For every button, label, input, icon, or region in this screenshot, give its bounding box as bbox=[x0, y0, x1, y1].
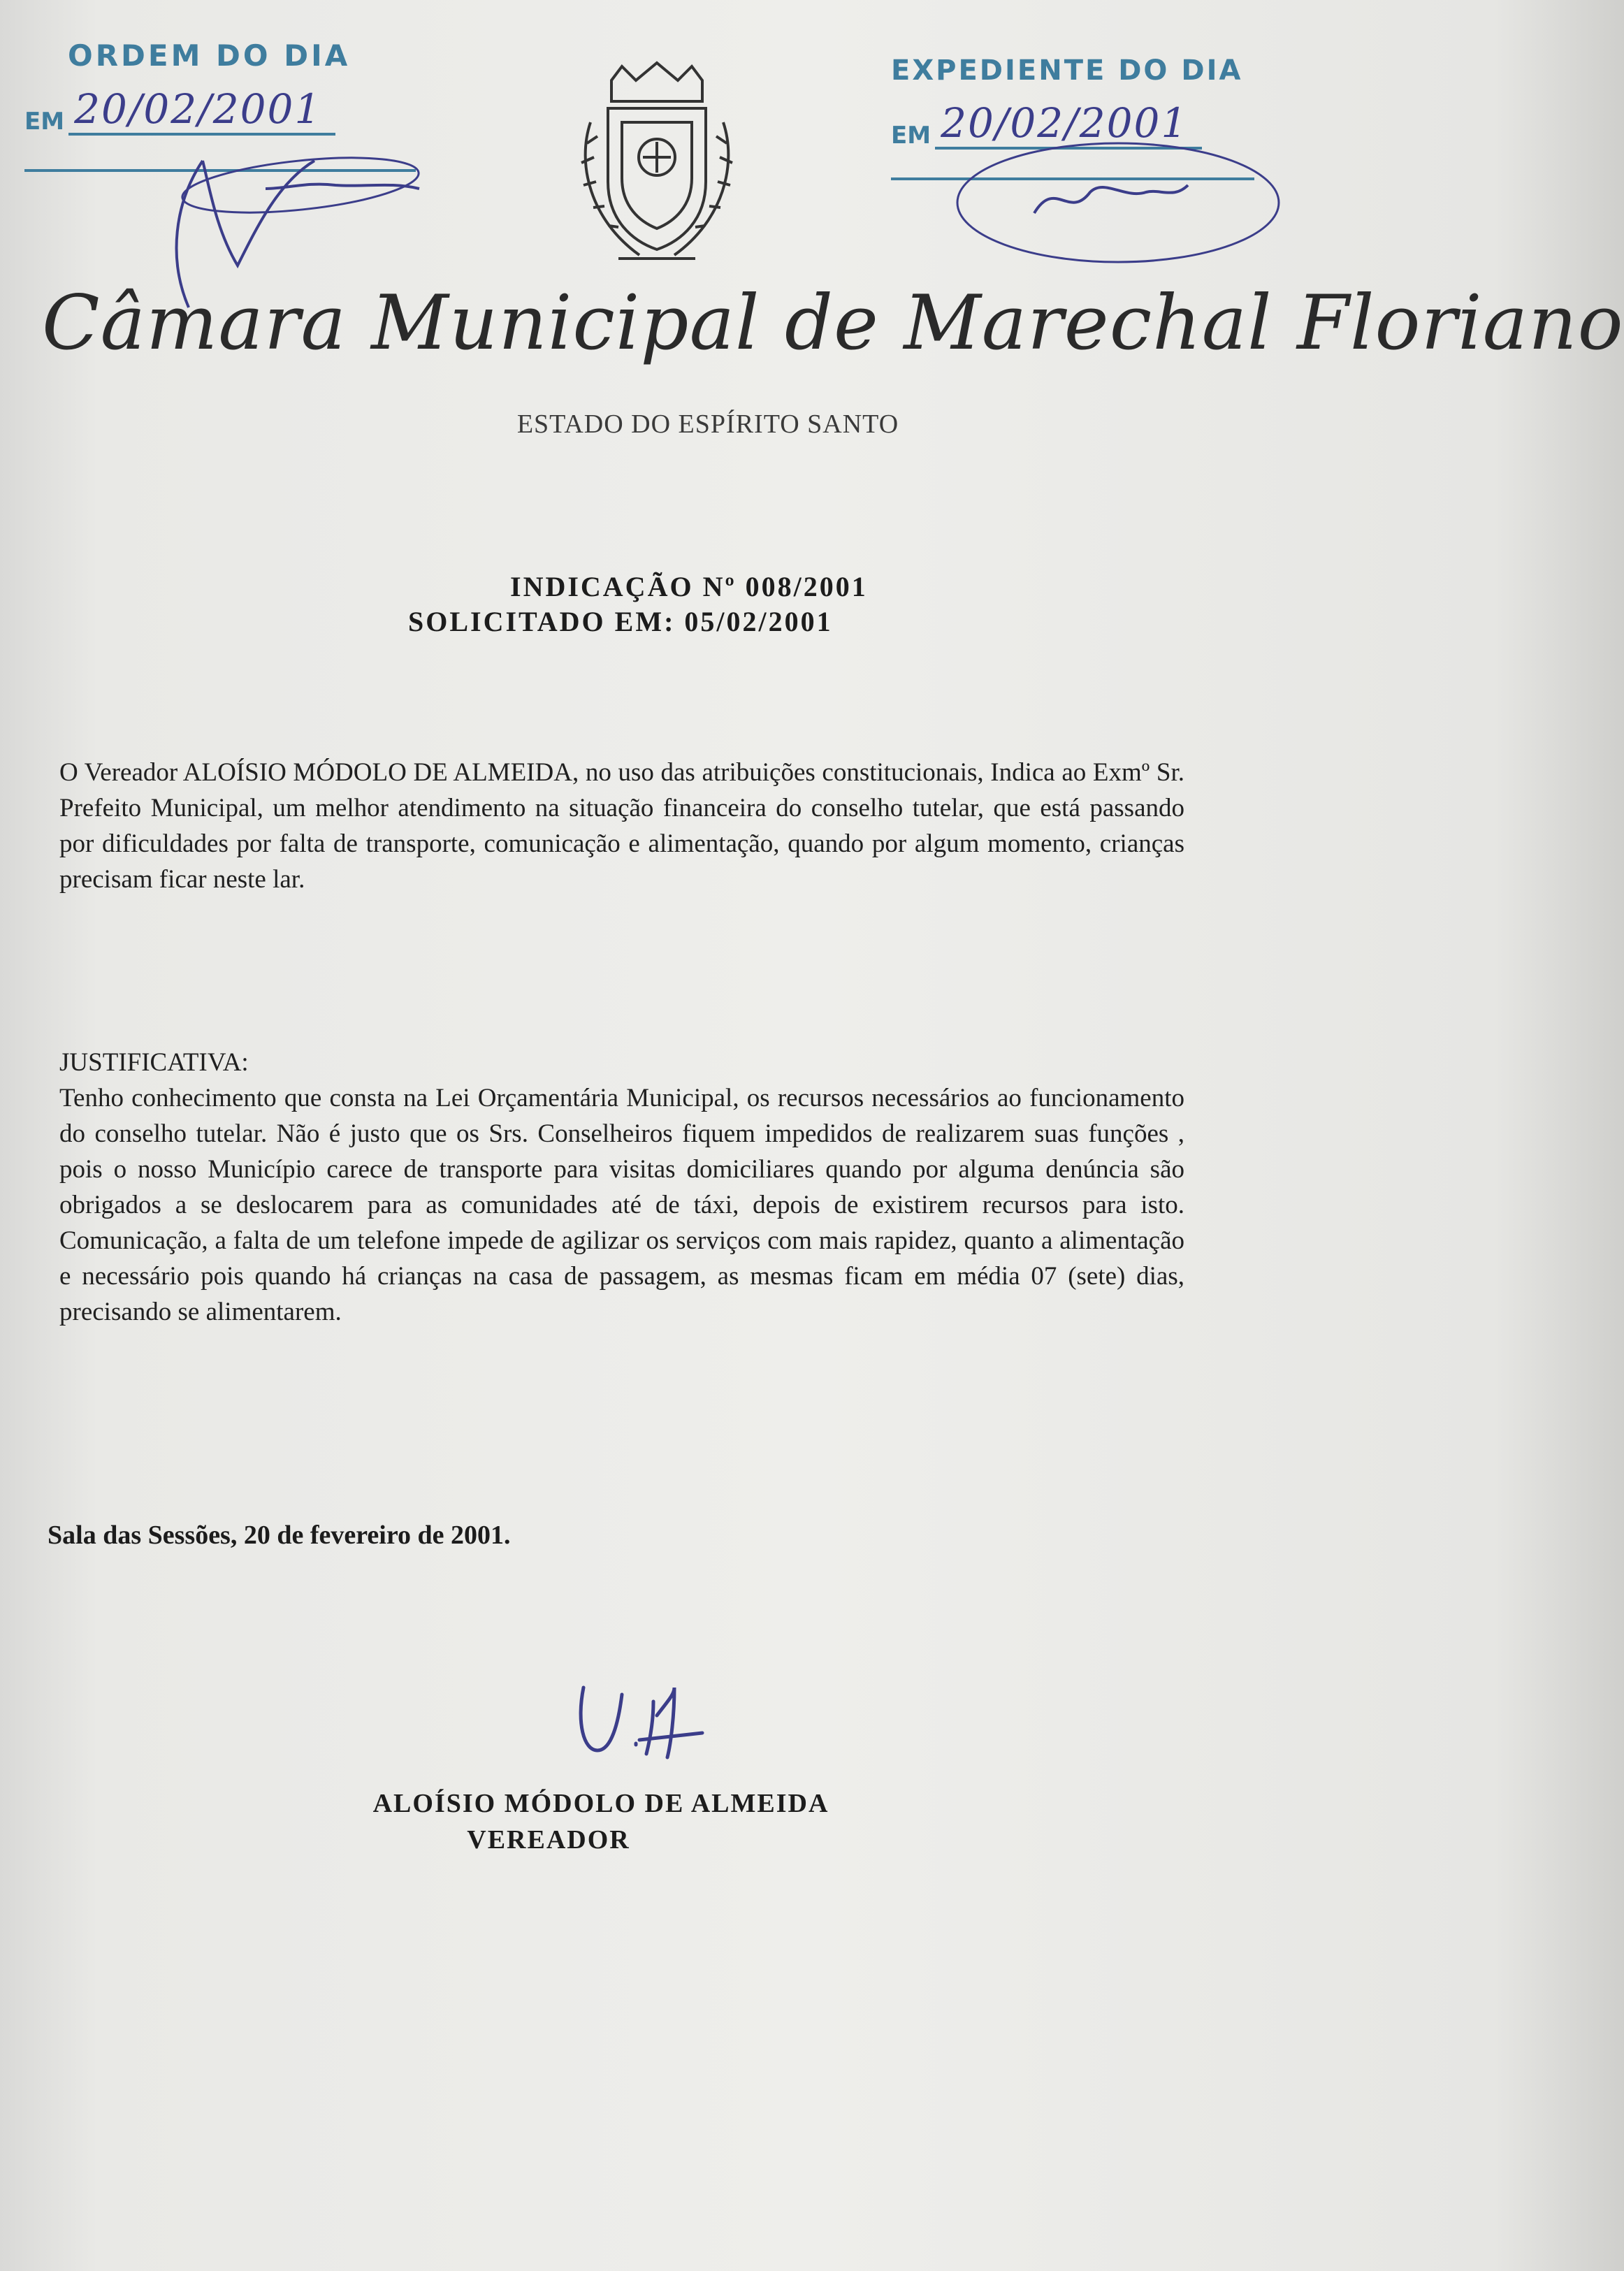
indication-requested-date: SOLICITADO EM: 05/02/2001 bbox=[408, 606, 833, 637]
stamp-signature-scribble bbox=[915, 136, 1293, 276]
stamp-em-label: EM bbox=[24, 108, 65, 136]
signatory-name: ALOÍSIO MÓDOLO DE ALMEIDA bbox=[372, 1789, 829, 1818]
stamp-date: 20/02/2001 bbox=[935, 99, 1202, 150]
indication-number: INDICAÇÃO Nº 008/2001 bbox=[510, 571, 868, 602]
indication-header bbox=[408, 569, 868, 639]
signatory-block bbox=[0, 1785, 1202, 1858]
justification-label: JUSTIFICATIVA: bbox=[59, 1048, 249, 1077]
municipal-coat-of-arms bbox=[570, 59, 744, 269]
chamber-name: Câmara Municipal de Marechal Floriano bbox=[42, 280, 1624, 367]
signatory-role: VEREADOR bbox=[467, 1825, 630, 1855]
state-name: ESTADO DO ESPÍRITO SANTO bbox=[516, 409, 899, 439]
stamp-title: ORDEM DO DIA bbox=[68, 38, 351, 73]
intro-paragraph: O Vereador ALOÍSIO MÓDOLO DE ALMEIDA, no uso das atribuições constitucionais, Indica ao Exmº Sr. Prefeito Municipal, um melhor atendimento na situação financeira do conselho tutelar, que está passando por dificuldades por falta de transporte, comunicação e alimentação, quando por algum momento, crianças precisam ficar neste lar. bbox=[59, 758, 1184, 894]
session-date: Sala das Sessões, 20 de fevereiro de 2001. bbox=[48, 1521, 511, 1550]
handwritten-signature bbox=[570, 1674, 709, 1771]
stamp-em-label: EM bbox=[891, 122, 931, 150]
bleed-through-text bbox=[426, 500, 434, 526]
stamp-title: EXPEDIENTE DO DIA bbox=[891, 55, 1243, 87]
justification-paragraph: Tenho conhecimento que consta na Lei Orçamentária Municipal, os recursos necessários ao funcionamento do conselho tutelar. Não é justo que os Srs. Conselheiros fiquem impedidos de realizarem suas funções , pois o nosso Município carece de transporte para visitas domiciliares quando por alguma denúncia são obrigados a se deslocarem para as comunidades até de táxi, depois de existirem recursos para isto. Comunicação, a falta de um telefone impede de agilizar os serviços com mais rapidez, quanto a alimentação e necessário pois quando há crianças na casa de passagem, as mesmas ficam em média 07 (sete) dias, precisando se alimentarem. bbox=[59, 1084, 1184, 1326]
stamp-date: 20/02/2001 bbox=[68, 85, 335, 136]
